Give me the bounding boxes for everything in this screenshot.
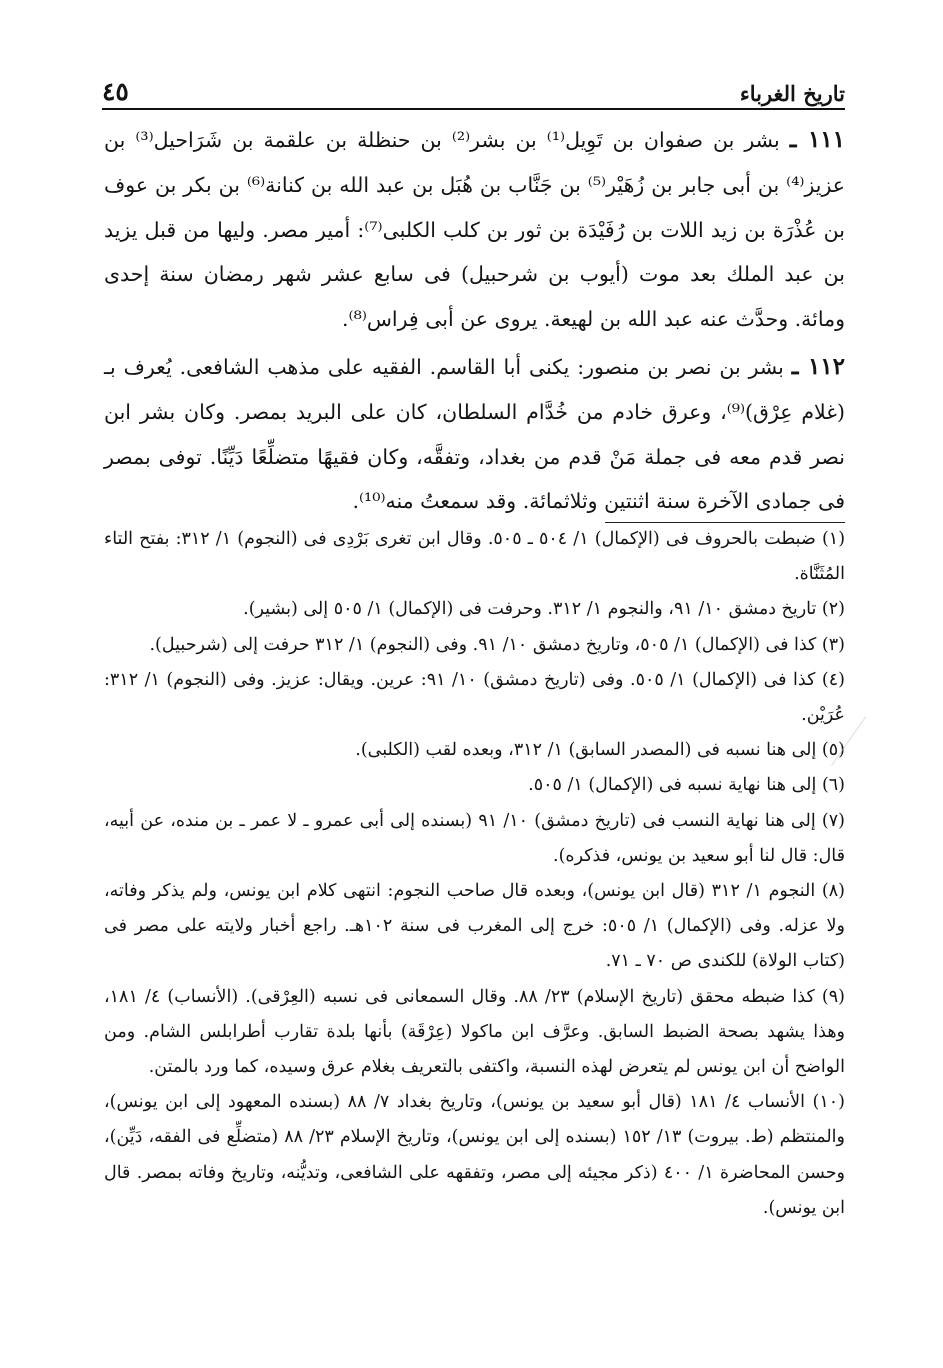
running-header bbox=[102, 66, 845, 110]
entry-text: بشر بن صفوان بن تَوِيل⁽¹⁾ بن بشر⁽²⁾ بن حنظلة بن علقمة بن شَرَاحيل⁽³⁾ بن عزيز⁽⁴⁾ بن أبى جابر بن زُهَيْر⁽⁵⁾ بن جَنَّاب بن هُبَل بن عبد الله بن كنانة⁽⁶⁾ بن بكر بن عوف بن عُذْرَة بن زيد اللات بن رُفَيْدَة بن ثور بن كلب الكلبى⁽⁷⁾: أمير مصر. وليها من قبل يزيد بن عبد الملك بعد موت (أيوب بن شرحبيل) فى سابع عشر شهر رمضان سنة إحدى ومائة. وحدَّث عنه عبد الله بن لهيعة. يروى عن أبى فِراس⁽⁸⁾. bbox=[104, 128, 846, 332]
footnote-10: (١٠) الأنساب ٤/ ١٨١ (قال أبو سعيد بن يونس)، وتاريخ بغداد ٧/ ٨٨ (بسنده المعهود إلى ابن يونس)، والمنتظم (ط. بيروت) ١٣/ ١٥٢ (بسنده إلى ابن يونس)، وتاريخ الإسلام ٢٣/ ٨٨ (متضلِّع فى الفقه، دَيِّن)، وحسن المحاضرة ١/ ٤٠٠ (ذكر مجيئه إلى مصر، وتفقهه على الشافعى، وتديُّنه، وتاريخ وفاته بمصر. قال ابن يونس). bbox=[104, 1092, 846, 1218]
entry-text: بشر بن نصر بن منصور: يكنى أبا القاسم. الفقيه على مذهب الشافعى. يُعرف بـ (غلام عِرْق)⁽⁹⁾، وعرق خادم من خُدَّام السلطان، كان على البريد بمصر. وكان بشر ابن نصر قدم معه فى جملة مَنْ قدم من بغداد، وتفقَّه، وكان فقيهًا متضلِّعًا دَيِّنًا. توفى بمصر فى جمادى الآخرة سنة اثنتين وثلاثمائة. وقد سمعتُ منه⁽¹⁰⁾. bbox=[104, 354, 845, 514]
footnote-7: (٧) إلى هنا نهاية النسب فى (تاريخ دمشق) ١٠/ ٩١ (بسنده إلى أبى عمرو ـ لا عمر ـ بن منده، عن أبيه، قال: قال لنا أبو سعيد بن يونس، فذكره). bbox=[104, 810, 845, 866]
entry-number: ١١١ ـ bbox=[789, 126, 845, 153]
header-rule bbox=[102, 108, 845, 110]
footnote-1: (١) ضبطت بالحروف فى (الإكمال) ١/ ٥٠٤ ـ ٥٠٥. وقال ابن تغرى بَرْدِى فى (النجوم) ١/ ٣١٢: بفتح التاء المُثَنَّاة. bbox=[104, 529, 846, 585]
footnote-4: (٤) كذا فى (الإكمال) ١/ ٥٠٥. وفى (تاريخ دمشق) ١٠/ ٩١: عرين. ويقال: عزيز. وفى (النجوم) ١/ ٣١٢: عُرَيْن. bbox=[104, 669, 845, 726]
footnote-8: (٨) النجوم ١/ ٣١٢ (قال ابن يونس)، وبعده قال صاحب النجوم: انتهى كلام ابن يونس، ولم يذكر وفاته، ولا عزله. وفى (الإكمال) ١/ ٥٠٥: خرج إلى المغرب فى سنة ١٠٢هـ. راجع أخبار ولايته على مصر فى (كتاب الولاة) للكندى ص ٧٠ ـ ٧١. bbox=[104, 881, 845, 972]
footnote-2: (٢) تاريخ دمشق ١٠/ ٩١، والنجوم ١/ ٣١٢. وحرفت فى (الإكمال) ١/ ٥٠٥ إلى (بشير). bbox=[243, 599, 845, 620]
footnote-5: (٥) إلى هنا نسبه فى (المصدر السابق) ١/ ٣١٢، وبعده لقب (الكلبى). bbox=[355, 740, 845, 761]
main-text bbox=[104, 118, 845, 527]
entry-number: ١١٢ ـ bbox=[791, 352, 845, 380]
biography-entry-112 bbox=[104, 345, 845, 524]
footnote-6: (٦) إلى هنا نهاية نسبه فى (الإكمال) ١/ ٥٠٥. bbox=[528, 775, 845, 796]
page-number: ٤٥ bbox=[102, 77, 129, 106]
biography-entry-111 bbox=[104, 118, 845, 342]
footnote-9: (٩) كذا ضبطه محقق (تاريخ الإسلام) ٢٣/ ٨٨. وقال السمعانى فى نسبه (العِرْقى). (الأنساب) ٤/ ١٨١، وهذا يشهد بصحة الضبط السابق. وعرَّف ابن ماكولا (عِرْقَة) بأنها بلدة تقارب أطرابلس الشام. ومن الواضح أن ابن يونس لم يتعرض لهذه النسبة، واكتفى بالتعريف بغلام عرق وسيده، كما ورد بالمتن. bbox=[104, 986, 845, 1078]
footnotes bbox=[104, 522, 845, 1226]
footnote-3: (٣) كذا فى (الإكمال) ١/ ٥٠٥، وتاريخ دمشق ١٠/ ٩١. وفى (النجوم) ١/ ٣١٢ حرفت إلى (شرحبيل). bbox=[149, 634, 845, 655]
running-title: تاريخ الغرباء bbox=[739, 81, 845, 106]
